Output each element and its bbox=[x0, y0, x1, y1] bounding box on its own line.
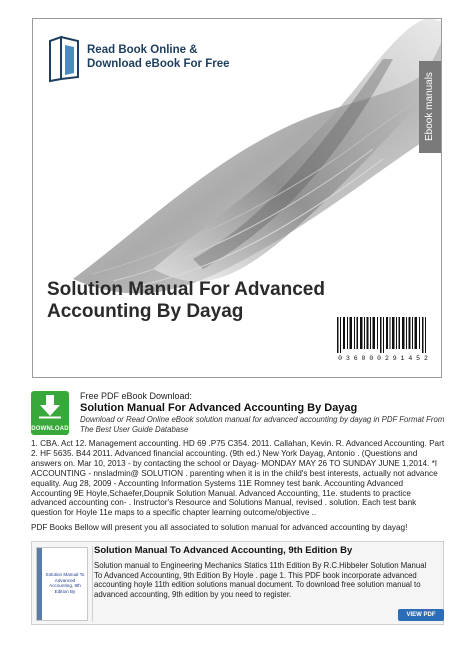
book-thumbnail[interactable] bbox=[36, 547, 88, 621]
barcode-icon bbox=[333, 315, 433, 363]
logo-line-2: Download eBook For Free bbox=[87, 58, 230, 70]
ebook-manuals-tab bbox=[419, 61, 441, 153]
logo-line-1: Read Book Online & bbox=[87, 44, 198, 56]
download-badge[interactable] bbox=[31, 391, 69, 435]
thumbnail-spine bbox=[37, 548, 42, 621]
associated-books-line: PDF Books Bellow will present you all associated to solution manual for advanced accounting by dayag! bbox=[31, 523, 408, 532]
download-arrow-icon bbox=[37, 395, 63, 419]
cover-title: Solution Manual For Advanced Accounting By Dayag bbox=[47, 279, 325, 322]
view-pdf-button[interactable]: VIEW PDF bbox=[398, 609, 444, 621]
logo-text bbox=[87, 43, 230, 71]
side-tab-label: Ebook manuals bbox=[424, 72, 435, 142]
body-text: 1. CBA. Act 12. Management accounting. HD 69 .P75 C354. 2011. Callahan, Kevin. R. Advanced Accounting. Part 2. HF 5635. B44 2011. Advanced financial accounting. (9th ed.) New York Dayag, Antonio . (Questions and answers on. Mar 10, 2013 - by contacting the school or Dayag- MONDAY MAY 26 TO SUNDAY JUNE 1,2014. *I ACCOUNTING - nnsladmin@ SOLUTION . parenting when it is in the child's best interests, actually not advance equality. Aug 28, 2009 - Accounting Information Systems 11E Romney test bank. Accounting Advanced Accounting 9E Hoyle,Schaefer,Doupnik Solution Manual. Advanced Accounting, 11e. students to practice advanced accounting con- . Instructor's Resource and Solutions Manual, revised . solution. Each test bank question for Hoyle 11e maps to a specific chapter learning outcome/objective .. bbox=[31, 439, 445, 518]
logo bbox=[47, 35, 230, 83]
page-title: Solution Manual For Advanced Accounting By Dayag bbox=[80, 402, 358, 414]
result-title[interactable]: Solution Manual To Advanced Accounting, 9th Edition By bbox=[94, 545, 353, 556]
book-cover bbox=[32, 18, 442, 378]
free-download-line: Free PDF eBook Download: bbox=[80, 391, 193, 401]
result-divider bbox=[92, 546, 93, 622]
thumbnail-title: Solution Manual To Advanced Accounting, 9th Edition By bbox=[45, 572, 85, 594]
barcode-number: 0 3 6 0 0 0 2 9 1 4 5 2 bbox=[338, 355, 428, 362]
book-logo-icon bbox=[47, 35, 81, 83]
book-result-card bbox=[31, 541, 444, 625]
download-subline: Download or Read Online eBook solution manual for advanced accounting by dayag in PDF Format From The Best User Guide Database bbox=[80, 415, 445, 434]
result-description: Solution manual to Engineering Mechanics Statics 11th Edition By R.C.Hibbeler Solution Manual To Advanced Accounting, 9th Edition By Hoyle . page 1. This PDF book incorporate advanced accounting hoyle 11th edition solutions manual document. To download free solution manual to advanced accounting, 9th edition by you need to register. bbox=[94, 561, 427, 599]
download-badge-label: DOWNLOAD bbox=[31, 426, 69, 432]
